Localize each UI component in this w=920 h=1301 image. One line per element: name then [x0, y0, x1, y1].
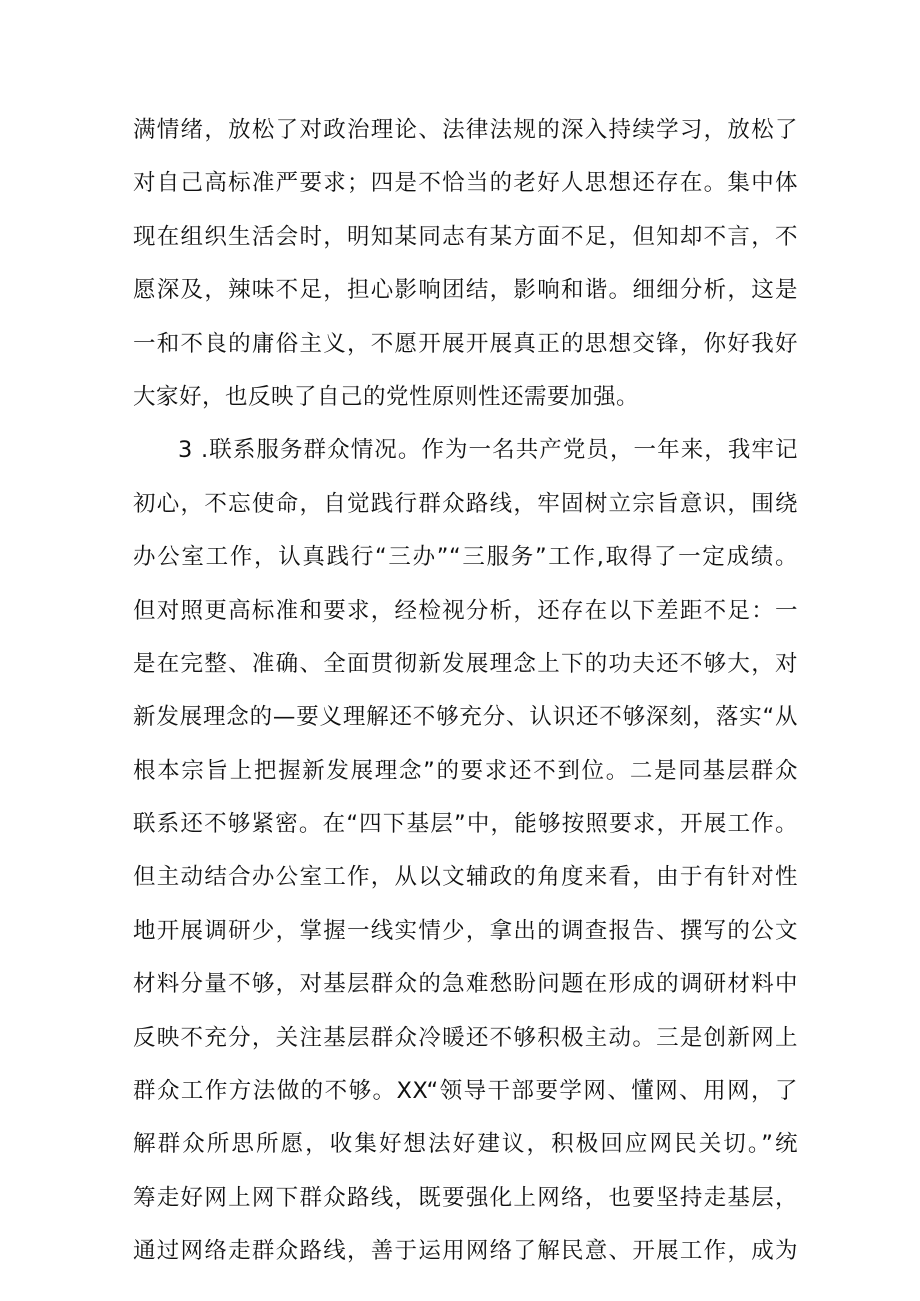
- text-line: 3 .联系服务群众情况。作为一名共产党员，一年来，我牢记: [178, 437, 798, 464]
- text-line: 办公室工作，认真践行“三办”“三服务”工作,取得了一定成绩。: [133, 544, 798, 571]
- text-line: 反映不充分，关注基层群众冷暖还不够积极主动。三是创新网上: [133, 1024, 798, 1051]
- text-line: 根本宗旨上把握新发展理念”的要求还不到位。二是同基层群众: [133, 757, 798, 784]
- text-line: 一和不良的庸俗主义，不愿开展开展真正的思想交锋，你好我好: [133, 330, 798, 357]
- text-line: 满情绪，放松了对政治理论、法律法规的深入持续学习，放松了: [133, 117, 798, 143]
- text-line: 但主动结合办公室工作，从以文辅政的角度来看，由于有针对性: [133, 864, 798, 891]
- paragraph-2: [133, 424, 798, 1278]
- paragraph-1: [133, 104, 798, 424]
- text-line: 大家好，也反映了自己的党性原则性还需要加强。: [133, 383, 640, 410]
- text-line: 联系还不够紧密。在“四下基层”中，能够按照要求，开展工作。: [133, 811, 798, 838]
- text-line: 是在完整、准确、全面贯彻新发展理念上下的功夫还不够大，对: [133, 650, 798, 677]
- body-text: [133, 104, 798, 1279]
- text-line: 初心，不忘使命，自觉践行群众路线，牢固树立宗旨意识，围绕: [133, 490, 798, 517]
- text-line: 地开展调研少，掌握一线实情少，拿出的调查报告、撰写的公文: [133, 917, 798, 944]
- text-line: 解群众所思所愿，收集好想法好建议，积极回应网民关切。”统: [133, 1131, 798, 1158]
- text-line: 筹走好网上网下群众路线，既要强化上网络，也要坚持走基层，: [133, 1184, 798, 1211]
- text-line: 新发展理念的—要义理解还不够充分、认识还不够深刻，落实“从: [133, 704, 798, 731]
- text-line: 但对照更高标准和要求，经检视分析，还存在以下差距不足：一: [133, 597, 798, 624]
- text-line: 通过网络走群众路线，善于运用网络了解民意、开展工作，成为: [133, 1238, 798, 1265]
- text-line: 群众工作方法做的不够。XX“领导干部要学网、懂网、用网，了: [133, 1078, 798, 1105]
- text-line: 材料分量不够，对基层群众的急难愁盼问题在形成的调研材料中: [133, 971, 798, 998]
- text-line: 对自己高标准严要求；四是不恰当的老好人思想还存在。集中体: [133, 170, 798, 197]
- text-line: 愿深及，辣味不足，担心影响团结，影响和谐。细细分析，这是: [133, 277, 798, 304]
- text-line: 现在组织生活会时，明知某同志有某方面不足，但知却不言，不: [133, 223, 798, 250]
